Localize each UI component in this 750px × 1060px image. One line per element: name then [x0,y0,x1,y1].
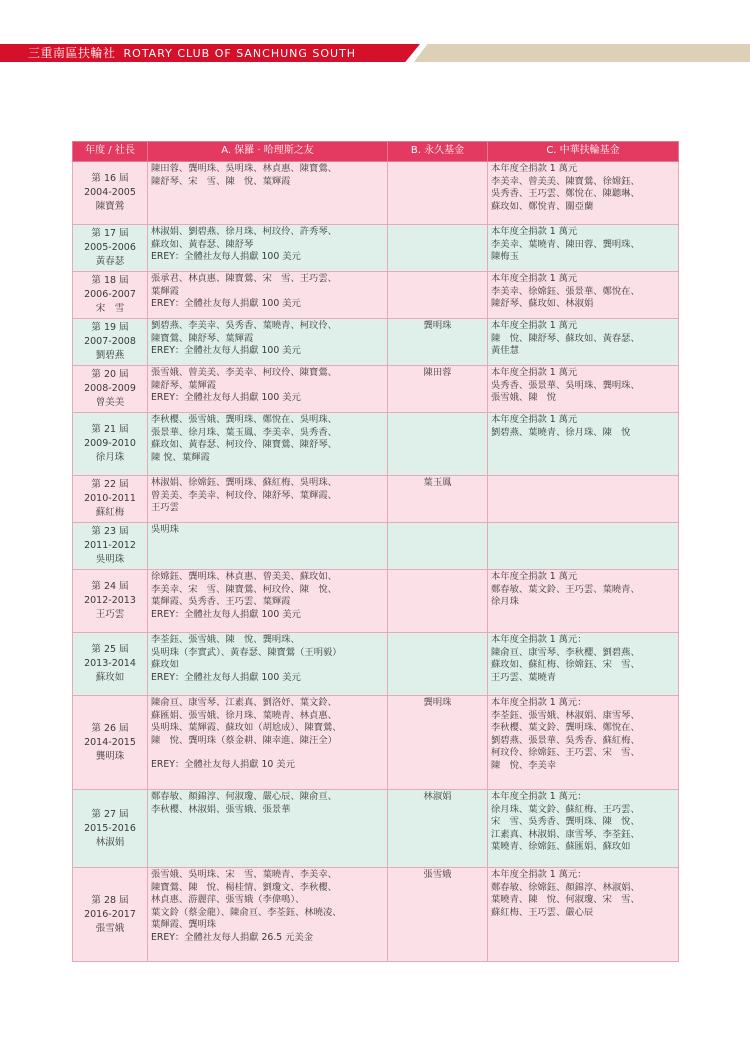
fellow-names-line: 陳俞亘、康雪琴、江素真、劉洛妤、葉文鈴、 [151,697,337,708]
fellow-names-line: 葉文鈴（蔡金龍）、陳俞亘、李荃鈺、林曉凌、 [151,906,342,918]
donor-names-line: 李美幸、葉曉青、陳田蓉、龔明珠、 [491,238,640,250]
cell-permanent-fund [388,162,488,225]
club-name-en: ROTARY CLUB OF SANCHUNG SOUTH [123,47,357,60]
donor-names-line: 陳俞亘、康雪琴、李秋櫻、劉碧燕、 [491,646,640,658]
donor-names-line: 劉碧燕、葉曉青、徐月珠、陳 悅 [491,426,631,438]
table-row [73,570,679,633]
erey-note: EREY：全體社友每人捐獻 100 美元 [151,608,301,620]
banner-beige-band [414,44,750,62]
header-taiwan-rotary-fund: C. 中華扶輪基金 [488,142,679,162]
fellow-names-line: 李秋櫻、張雪娥、龔明珠、鄭悅在、吳明珠、 [151,414,337,425]
cell-president: 宋 雪 [95,303,125,314]
banner-title [28,45,356,61]
cell-permanent-fund [388,225,488,272]
donor-names-line: 鄭春敏、葉文鈴、王巧雲、葉曉青、 [491,583,640,595]
donor-names-line: 葉曉青、陳 悅、何淑瓊、宋 雪、 [491,894,640,905]
erey-note: EREY：全體社友每人捐獻 10 美元 [151,759,295,770]
fellow-names-line: 葉輝霞、龔明珠 [151,919,217,930]
cell-years: 2005-2006 [84,242,136,253]
donation-amount-line: 本年度全捐款 1 萬元 [491,414,578,425]
erey-note: EREY：全體社友每人捐獻 100 美元 [151,345,301,356]
donation-amount-line: 本年度全捐款 1 萬元 [491,571,578,582]
donation-table [72,141,679,962]
donor-names-line: 陳梅玉 [491,251,519,262]
donor-names-line: 劉碧燕、張景華、吳秀香、蘇紅梅、 [491,734,640,746]
cell-paul-harris-fellows [148,790,388,868]
donor-names-line: 柯玟伶、徐嫦鈺、王巧雲、宋 雪、 [491,747,640,758]
cell-president: 蘇玫如 [95,672,125,683]
donation-amount-line: 本年度全捐款 1 萬元 [491,273,578,284]
fellow-names-line: 蘇玫如、黃春瑟、柯玟伶、陳寶鶯、陳舒琴、 [151,439,337,450]
erey-note: EREY：全體社友每人捐獻 100 美元 [151,298,301,309]
cell-taiwan-rotary-fund [488,162,679,225]
cell-permanent-fund: 張雪娥 [388,868,488,962]
cell-president: 王巧雲 [95,609,125,620]
donor-names-line: 李荃鈺、張雪娥、林淑娟、康雪琴、 [491,709,640,721]
cell-year-president [73,272,148,319]
fellow-names-line: 葉輝霞 [151,285,179,297]
donor-names-line: 張雪娥、陳 悅 [491,392,557,403]
cell-years: 2009-2010 [84,438,136,449]
cell-year-president [73,319,148,366]
cell-permanent-fund: 龔明珠 [388,319,488,366]
cell-taiwan-rotary-fund [488,790,679,868]
cell-term: 第 19 屆 [91,322,129,333]
cell-year-president [73,790,148,868]
cell-paul-harris-fellows [148,319,388,366]
cell-president: 黃春瑟 [95,256,125,267]
cell-taiwan-rotary-fund [488,570,679,633]
fellow-names-line: 鄭春敏、顏錦淳、何淑瓊、嚴心辰、陳俞亘、 [151,791,337,802]
header-paul-harris-fellow: A. 保羅 ‧ 哈理斯之友 [148,142,388,162]
erey-note: EREY：全體社友每人捐獻 100 美元 [151,671,301,683]
cell-years: 2014-2015 [84,736,136,748]
fellow-names-line: 李荃鈺、張雪娥、陳 悅、龔明珠、 [151,634,300,645]
table-row [73,696,679,790]
cell-president: 林淑娟 [95,836,125,848]
fellow-names-line: 王巧雲 [151,502,179,513]
cell-president: 曾美美 [95,397,125,408]
cell-permanent-fund [388,413,488,476]
cell-years: 2008-2009 [84,383,136,394]
fellow-names-line: 陳寶鶯、陳 悅、楊桂情、劉瓊文、李秋櫻、 [151,881,337,893]
fellow-names-line: 蘇玫如 [151,659,179,670]
donor-names-line: 蘇玫如、鄭悅青、關亞蘭 [491,200,594,212]
table-row [73,633,679,696]
fellow-names-line: 陳舒琴、宋 雪、陳 悅、葉輝霞 [151,175,291,187]
cell-paul-harris-fellows [148,868,388,962]
club-name-zh: 三重南區扶輪社 [28,46,116,60]
donor-names-line: 徐月珠、葉文鈴、蘇紅梅、王巧雲、 [491,803,640,815]
cell-paul-harris-fellows [148,162,388,225]
cell-president: 張雪娥 [95,922,125,934]
donor-names-line: 蘇紅梅、王巧雲、嚴心辰 [491,906,594,918]
cell-year-president [73,366,148,413]
table-row [73,225,679,272]
fellow-names-line: 陳寶鶯、陳舒琴、葉輝霞 [151,332,254,344]
cell-taiwan-rotary-fund [488,272,679,319]
fellow-names-line: 張雪娥、曾美美、李美幸、柯玟伶、陳寶鶯、 [151,367,337,378]
donation-amount-line: 本年度全捐款 1 萬元 [491,226,578,237]
cell-years: 2004-2005 [84,187,136,198]
cell-president: 蘇紅梅 [95,507,125,518]
donor-names-line: 王巧雲、葉曉青 [491,671,557,683]
fellow-names-line: 葉輝霞、吳秀香、王巧雲、葉輝霞 [151,596,291,607]
cell-paul-harris-fellows [148,366,388,413]
fellow-names-line: 徐嫦鈺、龔明珠、林貞惠、曾美美、蘇玫如、 [151,571,337,582]
fellow-names-line: 吳明珠（李實武）、黃春瑟、陳寶鶯（王明毅） [151,646,342,658]
donor-names-line: 宋 雪、吳秀香、龔明珠、陳 悅、 [491,816,640,827]
donor-names-line: 鄭春敏、徐嫦鈺、顏錦淳、林淑娟、 [491,881,640,893]
cell-term: 第 24 屆 [91,581,129,592]
fellow-names-line: 張承君、林貞惠、陳寶鶯、宋 雪、王巧雲、 [151,273,337,284]
cell-taiwan-rotary-fund [488,868,679,962]
fellow-names-line: 林淑娟、劉碧燕、徐月珠、柯玟伶、許秀琴、 [151,226,337,237]
donation-amount-line: 本年度全捐款 1 萬元 [491,367,578,378]
table-row [73,868,679,962]
fellow-names-line: 曾美美、李美幸、柯玟伶、陳舒琴、葉輝霞、 [151,489,337,501]
donor-names-line: 李美幸、徐嫦鈺、張景華、鄭悅在、 [491,285,640,297]
fellow-names-line: 陳田蓉、龔明珠、吳明珠、林貞惠、陳寶鶯、 [151,163,337,174]
cell-paul-harris-fellows [148,272,388,319]
cell-term: 第 20 屆 [91,369,129,380]
cell-years: 2016-2017 [84,908,136,920]
cell-permanent-fund: 林淑娟 [388,790,488,868]
cell-taiwan-rotary-fund [488,225,679,272]
erey-note: EREY：全體社友每人捐獻 100 美元 [151,251,301,262]
donor-names-line: 黃佳慧 [491,345,519,356]
cell-year-president [73,476,148,523]
cell-year-president [73,413,148,476]
fellow-names-line: 張雪娥、吳明珠、宋 雪、葉曉青、李美幸、 [151,869,337,880]
fellow-names-line: 陳 悅、葉輝霞 [151,451,210,463]
cell-term: 第 25 屆 [91,644,129,655]
table-row [73,366,679,413]
donation-amount-line: 本年度全捐款 1 萬元： [491,791,587,802]
donor-names-line: 李秋櫻、葉文鈴、龔明珠、鄭悅在、 [491,722,640,733]
cell-paul-harris-fellows [148,570,388,633]
donor-names-line: 陳 悅、李美幸 [491,759,557,771]
erey-note: EREY：全體社友每人捐獻 26.5 元美金 [151,931,314,943]
table-row [73,476,679,523]
donor-names-line: 葉曉青、徐嫦鈺、蘇匯娟、蘇玫如 [491,841,631,852]
cell-taiwan-rotary-fund [488,633,679,696]
cell-years: 2006-2007 [84,289,136,300]
cell-year-president [73,633,148,696]
cell-taiwan-rotary-fund [488,696,679,790]
cell-year-president [73,162,148,225]
cell-permanent-fund: 龔明珠 [388,696,488,790]
donation-amount-line: 本年度全捐款 1 萬元： [491,634,587,645]
cell-paul-harris-fellows [148,476,388,523]
fellow-names-line: 吳明珠、葉輝霞、蘇玫如（胡尬成）、陳寶鶯、 [151,722,342,733]
fellow-names-line: 林貞惠、游麗萍、張雪娥（李偉鳴）、 [151,894,305,905]
cell-taiwan-rotary-fund [488,366,679,413]
donation-amount-line: 本年度全捐款 1 萬元 [491,320,578,331]
cell-years: 2010-2011 [84,493,136,504]
fellow-names-line: 李美幸、宋 雪、陳寶鶯、柯玟伶、陳 悅、 [151,583,337,595]
donation-amount-line: 本年度全捐款 1 萬元 [491,163,578,174]
cell-permanent-fund: 葉玉鳳 [388,476,488,523]
table-row [73,272,679,319]
cell-taiwan-rotary-fund [488,476,679,523]
fellow-names-line: 陳舒琴、葉輝霞 [151,379,217,391]
cell-term: 第 28 屆 [91,894,129,906]
cell-term: 第 21 屆 [91,424,129,435]
cell-term: 第 18 屆 [91,275,129,286]
fellow-names-line: 陳 悅、龔明珠（蔡金耕、陳幸進、陳汪全） [151,734,337,746]
cell-permanent-fund: 陳田蓉 [388,366,488,413]
cell-year-president [73,523,148,570]
fellow-names-line: 吳明珠 [151,524,179,535]
donation-amount-line: 本年度全捐款 1 萬元： [491,697,587,708]
erey-note: EREY：全體社友每人捐獻 100 美元 [151,392,301,403]
header-banner [0,44,750,62]
table-row [73,523,679,570]
fellow-names-line: 蘇玫如、黃春瑟、陳舒琴 [151,238,254,250]
cell-permanent-fund [388,523,488,570]
donor-names-line: 蘇玫如、蘇紅梅、徐嫦鈺、宋 雪、 [491,659,640,670]
donation-amount-line: 本年度全捐款 1 萬元： [491,869,587,880]
cell-paul-harris-fellows [148,633,388,696]
cell-term: 第 23 屆 [91,526,129,537]
fellow-names-line: 蘇匯娟、張雪娥、徐月珠、葉曉青、林貞惠、 [151,709,337,721]
cell-president: 吳明珠 [95,554,125,565]
fellow-names-line: 劉碧燕、李美幸、吳秀香、葉曉青、柯玟伶、 [151,320,337,331]
cell-year-president [73,225,148,272]
cell-years: 2015-2016 [84,822,136,834]
donor-names-line: 李美幸、曾美美、陳寶鶯、徐嫦鈺、 [491,175,640,187]
cell-taiwan-rotary-fund [488,319,679,366]
header-permanent-fund: B. 永久基金 [388,142,488,162]
table-row [73,319,679,366]
donor-names-line: 徐月珠 [491,596,519,607]
donor-names-line: 陳舒琴、蘇玫如、林淑娟 [491,298,594,309]
cell-paul-harris-fellows [148,523,388,570]
donor-names-line: 陳 悅、陳舒琴、蘇玫如、黃春瑟、 [491,332,640,344]
donor-names-line: 江素真、林淑娟、康雪琴、李荃鈺、 [491,828,640,840]
cell-president: 劉碧燕 [95,350,125,361]
cell-paul-harris-fellows [148,696,388,790]
fellow-names-line: 李秋櫻、林淑娟、張雪娥、張景華 [151,803,291,815]
cell-term: 第 22 屆 [91,479,129,490]
cell-president: 徐月珠 [95,452,125,463]
cell-term: 第 17 屆 [91,228,129,239]
table-row [73,162,679,225]
cell-president: 龔明珠 [95,750,125,762]
cell-term: 第 16 屆 [91,173,129,184]
cell-years: 2012-2013 [84,595,136,606]
fellow-names-line: 張景華、徐月珠、葉玉鳳、李美幸、吳秀香、 [151,426,337,438]
table-header-row [73,142,679,162]
cell-years: 2007-2008 [84,336,136,347]
cell-president: 陳寶鶯 [95,201,125,212]
table-row [73,790,679,868]
cell-taiwan-rotary-fund [488,523,679,570]
table-row [73,413,679,476]
cell-permanent-fund [388,570,488,633]
cell-permanent-fund [388,272,488,319]
fellow-names-line: 林淑娟、徐嫦鈺、龔明珠、蘇紅梅、吳明珠、 [151,477,337,488]
cell-year-president [73,696,148,790]
donor-names-line: 吳秀香、張景華、吳明珠、龔明珠、 [491,379,640,391]
cell-term: 第 26 屆 [91,722,129,734]
cell-permanent-fund [388,633,488,696]
cell-year-president [73,570,148,633]
header-year-president: 年度 / 社長 [73,142,148,162]
cell-years: 2013-2014 [84,658,136,669]
cell-year-president [73,868,148,962]
cell-term: 第 27 屆 [91,808,129,820]
cell-taiwan-rotary-fund [488,413,679,476]
donor-names-line: 吳秀香、王巧雲、鄭悅在、陳聽琳、 [491,188,640,199]
cell-paul-harris-fellows [148,225,388,272]
cell-years: 2011-2012 [84,540,136,551]
cell-paul-harris-fellows [148,413,388,476]
